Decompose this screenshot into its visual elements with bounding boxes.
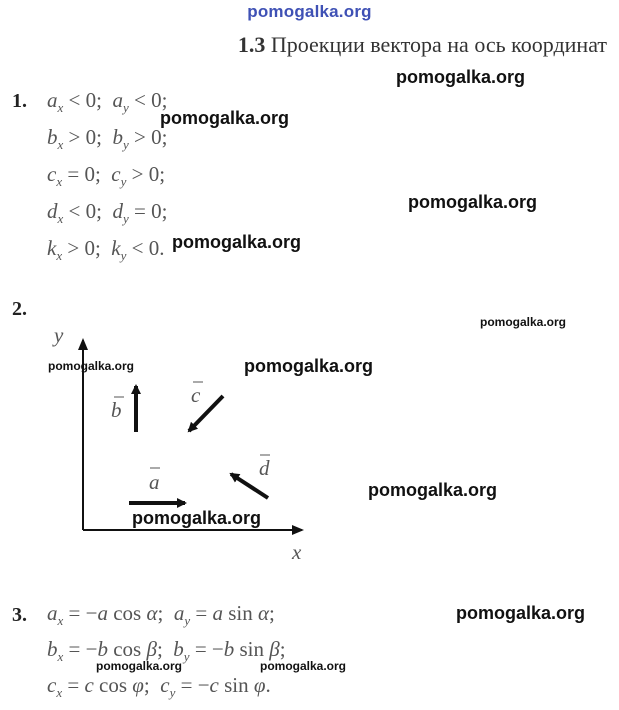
watermark: pomogalka.org bbox=[160, 108, 290, 128]
watermark: pomogalka.org bbox=[260, 659, 347, 673]
vector-a-label: a bbox=[149, 470, 160, 494]
problem-2-number: 2. bbox=[12, 298, 27, 320]
watermark: pomogalka.org bbox=[96, 659, 183, 673]
problem-3-line-1: $a_x = -a$ cos α; $a_y = a$ sin α; bbox=[47, 601, 275, 628]
section-number: 1.3 bbox=[237, 32, 266, 57]
problem-1-line-1: $a_x < 0$; $a_y < 0$; bbox=[47, 88, 168, 115]
problem-1-line-5: $k_x > 0$; $k_y < 0$. bbox=[47, 236, 165, 263]
watermark: pomogalka.org bbox=[480, 315, 567, 329]
watermark: pomogalka.org bbox=[48, 359, 135, 373]
watermark: pomogalka.org bbox=[408, 192, 538, 212]
watermark: pomogalka.org bbox=[244, 356, 374, 376]
vector-c-label: c bbox=[191, 383, 201, 407]
vector-d-label: d bbox=[259, 456, 270, 480]
problem-1-line-4: $d_x < 0$; $d_y = 0$; bbox=[47, 199, 168, 226]
watermark: pomogalka.org bbox=[396, 67, 526, 87]
axis-x-label: x bbox=[292, 540, 302, 564]
problem-1-line-2: $b_x > 0$; $b_y > 0$; bbox=[47, 125, 168, 152]
watermark: pomogalka.org bbox=[172, 232, 302, 252]
site-watermark[interactable]: pomogalka.org bbox=[247, 2, 372, 21]
problem-3-number: 3. bbox=[12, 604, 27, 626]
section-title: Проекции вектора на ось координат bbox=[270, 32, 607, 57]
problem-1-line-3: $c_x = 0$; $c_y > 0$; bbox=[47, 162, 166, 189]
problem-3-line-2: $b_x = -b$ cos β; $b_y = -b$ sin β; bbox=[47, 637, 286, 664]
problem-1-number: 1. bbox=[12, 90, 27, 112]
watermark: pomogalka.org bbox=[456, 603, 586, 623]
axis-y-label: y bbox=[54, 323, 64, 347]
problem-3-line-3: $c_x = c$ cos φ; $c_y = -c$ sin φ. bbox=[47, 673, 271, 700]
watermark: pomogalka.org bbox=[368, 480, 498, 500]
vector-b-label: b bbox=[111, 398, 122, 422]
watermark: pomogalka.org bbox=[132, 508, 262, 528]
